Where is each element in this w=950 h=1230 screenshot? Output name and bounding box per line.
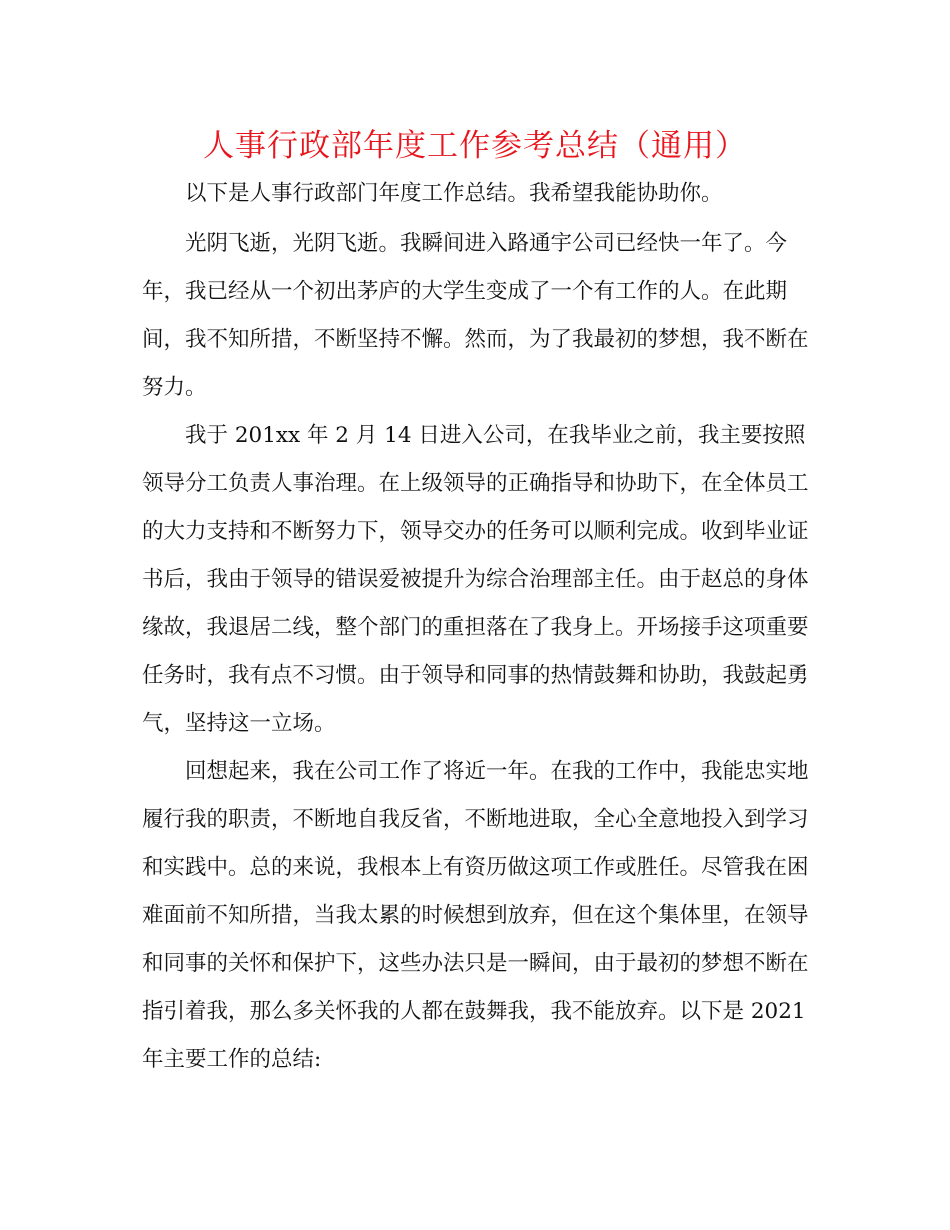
paragraph-summary: 回想起来，我在公司工作了将近一年。在我的工作中，我能忠实地履行我的职责，不断地自我反省，不断地进取，全心全意地投入到学习和实践中。总的来说，我根本上有资历做这项工作或胜任。尽管我在困难面前不知所措，当我太累的时候想到放弃，但在这个集体里，在领导和同事的关怀和保护下，这些办法只是一瞬间，由于最初的梦想不断在指引着我，那么多关怀我的人都在鼓舞我，我不能放弃。以下是 2021 年主要工作的总结: xyxy=(142,759,809,1072)
document-title: 人事行政部年度工作参考总结（通用） xyxy=(203,128,747,164)
paragraph-reflection: 光阴飞逝，光阴飞逝。我瞬间进入路通宇公司已经快一年了。今年，我已经从一个初出茅庐的大学生变成了一个有工作的人。在此期间，我不知所措，不断坚持不懈。然而，为了我最初的梦想，我不断在努力。 xyxy=(142,231,809,400)
paragraph-work-history: 我于 201xx 年 2 月 14 日进入公司，在我毕业之前，我主要按照领导分工负责人事治理。在上级领导的正确指导和协助下，在全体员工的大力支持和不断努力下，领导交办的任务可以顺利完成。收到毕业证书后，我由于领导的错误爱被提升为综合治理部主任。由于赵总的身体缘故，我退居二线，整个部门的重担落在了我身上。开场接手这项重要任务时，我有点不习惯。由于领导和同事的热情鼓舞和协助，我鼓起勇气，坚持这一立场。 xyxy=(142,423,809,736)
paragraph-intro: 以下是人事行政部门年度工作总结。我希望我能协助你。 xyxy=(185,181,723,206)
